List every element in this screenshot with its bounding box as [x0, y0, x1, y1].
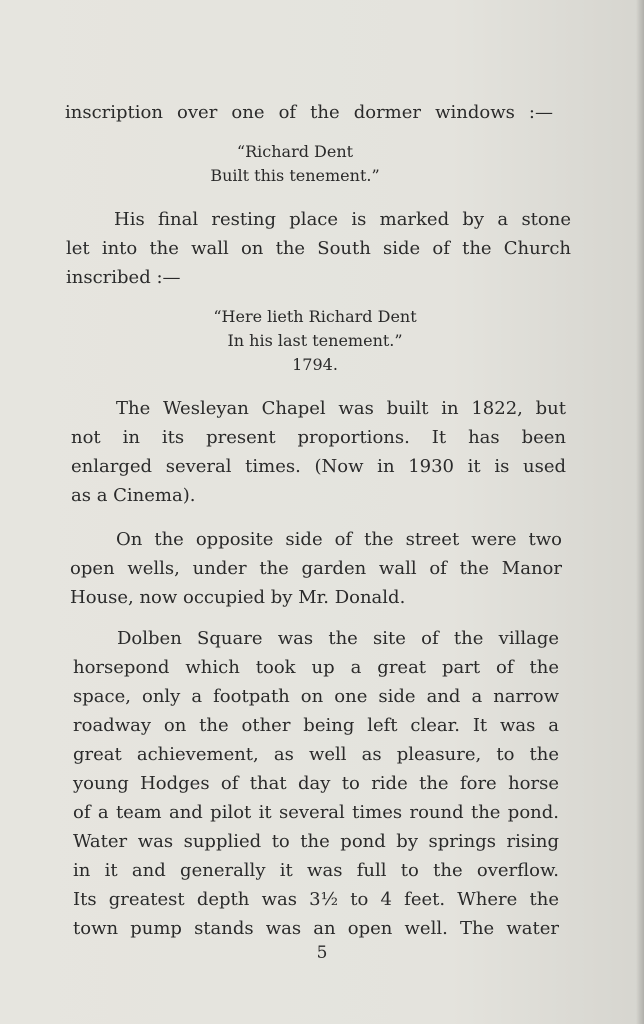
paragraph-line: The Wesleyan Chapel was built in 1822, but — [116, 398, 566, 419]
paragraph-line: let into the wall on the South side of the Church — [66, 238, 571, 259]
paragraph-line: great achievement, as well as pleasure, to the — [73, 744, 559, 765]
quote-line: In his last tenement.” — [227, 331, 403, 350]
paragraph-line: young Hodges of that day to ride the fore horse — [73, 773, 559, 794]
paragraph-line: in it and generally it was full to the overflow. — [73, 860, 559, 881]
paragraph-final-resting-place — [66, 205, 571, 292]
quote-year: 1794. — [292, 355, 338, 374]
paragraph-line: as a Cinema). — [71, 485, 196, 506]
paragraph-line: town pump stands was an open well. The water — [73, 918, 559, 939]
intro-line: inscription over one of the dormer windows :— — [65, 102, 553, 123]
quote-line: Built this tenement.” — [210, 166, 380, 185]
paragraph-line: open wells, under the garden wall of the Manor — [70, 558, 562, 579]
paragraph-line: roadway on the other being left clear. It was a — [73, 715, 559, 736]
paragraph-line: not in its present proportions. It has been — [71, 427, 566, 448]
paragraph-line: of a team and pilot it several times round the pond. — [73, 802, 559, 823]
paragraph-open-wells — [70, 525, 562, 612]
paragraph-dolben-square — [73, 624, 559, 943]
paragraph-wesleyan-chapel — [71, 394, 566, 510]
paragraph-line: inscribed :— — [66, 267, 181, 288]
paragraph-line: His final resting place is marked by a stone — [114, 209, 571, 230]
inscription-quote-2 — [190, 305, 440, 377]
page-number: 5 — [316, 943, 328, 963]
paragraph-line: space, only a footpath on one side and a narrow — [73, 686, 559, 707]
paragraph-line: House, now occupied by Mr. Donald. — [70, 587, 406, 608]
paragraph-line: Dolben Square was the site of the village — [117, 628, 559, 649]
paragraph-line: Its greatest depth was 3½ to 4 feet. Where the — [73, 889, 559, 910]
page-edge-shadow — [636, 0, 644, 1024]
paragraph-line: horsepond which took up a great part of the — [73, 657, 559, 678]
paragraph-line: On the opposite side of the street were two — [116, 529, 562, 550]
paragraph-line: Water was supplied to the pond by springs rising — [73, 831, 559, 852]
paragraph-line: enlarged several times. (Now in 1930 it is used — [71, 456, 566, 477]
quote-line: “Richard Dent — [236, 142, 354, 161]
quote-line: “Here lieth Richard Dent — [213, 307, 417, 326]
inscription-quote-1 — [160, 140, 430, 188]
